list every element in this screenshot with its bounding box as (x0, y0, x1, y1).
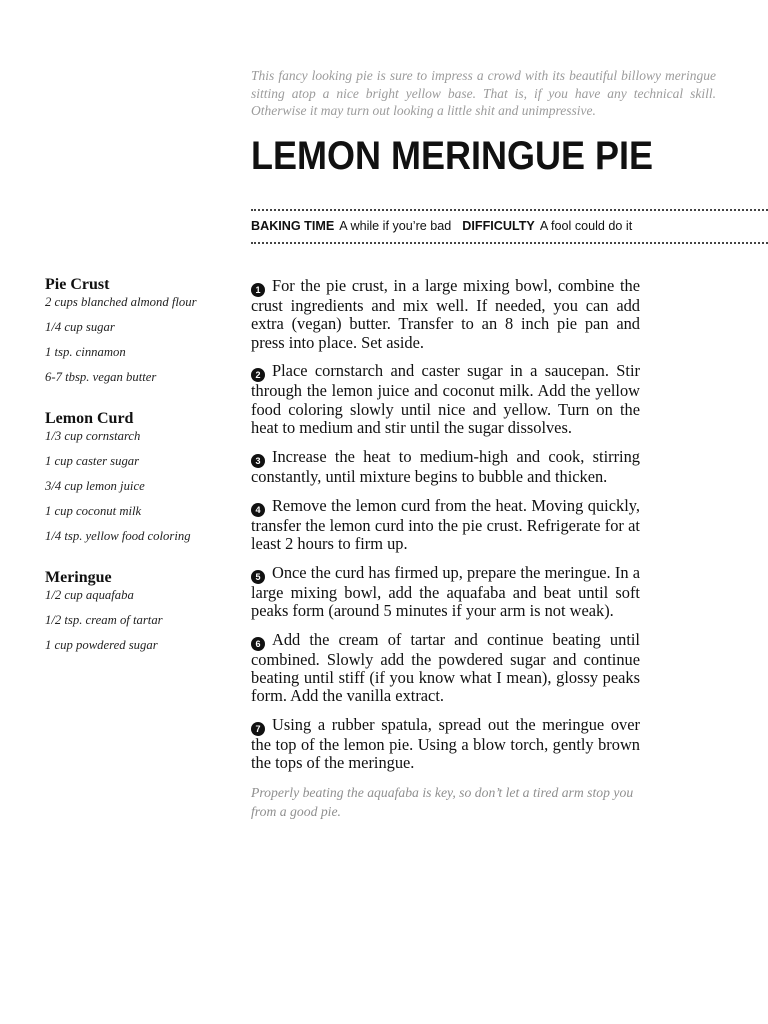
ingredient-heading: Lemon Curd (45, 410, 134, 427)
ingredients-column (45, 276, 235, 653)
step-text: Place cornstarch and caster sugar in a saucepan. Stir through the lemon juice and coconut milk. Add the yellow food coloring slowly until nice and yellow. Turn on the heat to medium and stir until the sugar dissolves. (251, 361, 640, 437)
meta-bar (251, 218, 643, 234)
step-number-badge: 1 (251, 283, 265, 297)
step-text: Remove the lemon curd from the heat. Moving quickly, transfer the lemon curd into the pie crust. Refrigerate for at least 2 hours to firm up. (251, 495, 640, 553)
ingredient-heading: Meringue (45, 569, 112, 586)
step-5 (251, 564, 640, 621)
step-7 (251, 716, 640, 773)
ingredient-group-meringue (45, 569, 235, 653)
ingredient-item: 1 cup powdered sugar (45, 638, 158, 652)
difficulty-label: DIFFICULTY (462, 219, 535, 233)
ingredient-item: 1/4 tsp. yellow food coloring (45, 529, 191, 543)
ingredient-heading: Pie Crust (45, 276, 110, 293)
step-number-badge: 4 (251, 503, 265, 517)
step-number-badge: 5 (251, 570, 265, 584)
difficulty-value: A fool could do it (539, 219, 633, 233)
divider-bottom (251, 242, 768, 244)
recipe-title: LEMON MERINGUE PIE (251, 134, 654, 178)
step-4 (251, 497, 640, 554)
step-number-badge: 7 (251, 722, 265, 736)
ingredient-item: 6-7 tbsp. vegan butter (45, 370, 157, 384)
baking-time-value: A while if you’re bad (339, 219, 452, 233)
steps-list (251, 277, 640, 821)
ingredient-item: 2 cups blanched almond flour (45, 295, 197, 309)
divider-top (251, 209, 768, 211)
ingredient-item: 1 cup coconut milk (45, 504, 142, 518)
ingredient-item: 1 tsp. cinnamon (45, 345, 126, 359)
step-number-badge: 6 (251, 637, 265, 651)
step-number-badge: 2 (251, 368, 265, 382)
ingredient-item: 1/3 cup cornstarch (45, 429, 141, 443)
step-text: For the pie crust, in a large mixing bowl, combine the crust ingredients and mix well. If needed, you can add extra (vegan) butter. Transfer to an 8 inch pie pan and press into place. Set aside. (251, 276, 640, 352)
step-text: Increase the heat to medium-high and cook, stirring constantly, until mixture begins to bubble and thicken. (251, 446, 640, 486)
ingredient-item: 3/4 cup lemon juice (45, 479, 145, 493)
ingredient-item: 1/4 cup sugar (45, 320, 115, 334)
ingredient-group-pie-crust (45, 276, 235, 385)
baking-time-label: BAKING TIME (251, 219, 335, 233)
ingredient-item: 1/2 cup aquafaba (45, 588, 134, 602)
step-3 (251, 448, 640, 486)
intro-text: This fancy looking pie is sure to impress a crowd with its beautiful billowy meringue sitting atop a nice bright yellow base. That is, if you have any technical skill. Otherwise it may turn out looking a little shit and unimpressive. (251, 68, 716, 119)
step-1 (251, 277, 640, 352)
ingredient-item: 1 cup caster sugar (45, 454, 140, 468)
ingredient-group-lemon-curd (45, 410, 235, 544)
step-number-badge: 3 (251, 454, 265, 468)
step-2 (251, 362, 640, 437)
step-text: Add the cream of tartar and continue beating until combined. Slowly add the powdered sugar and continue beating until stiff (if you know what I mean), glossy peaks form. Add the vanilla extract. (251, 629, 640, 706)
step-text: Using a rubber spatula, spread out the meringue over the top of the lemon pie. Using a blow torch, gently brown the tops of the meringue. (251, 715, 640, 773)
tip-note: Properly beating the aquafaba is key, so don’t let a tired arm stop you from a good pie. (251, 785, 634, 820)
step-text: Once the curd has firmed up, prepare the meringue. In a large mixing bowl, add the aquafaba and beat until soft peaks form (around 5 minutes if your arm is not weak). (251, 562, 640, 620)
ingredient-item: 1/2 tsp. cream of tartar (45, 613, 163, 627)
step-6 (251, 631, 640, 706)
